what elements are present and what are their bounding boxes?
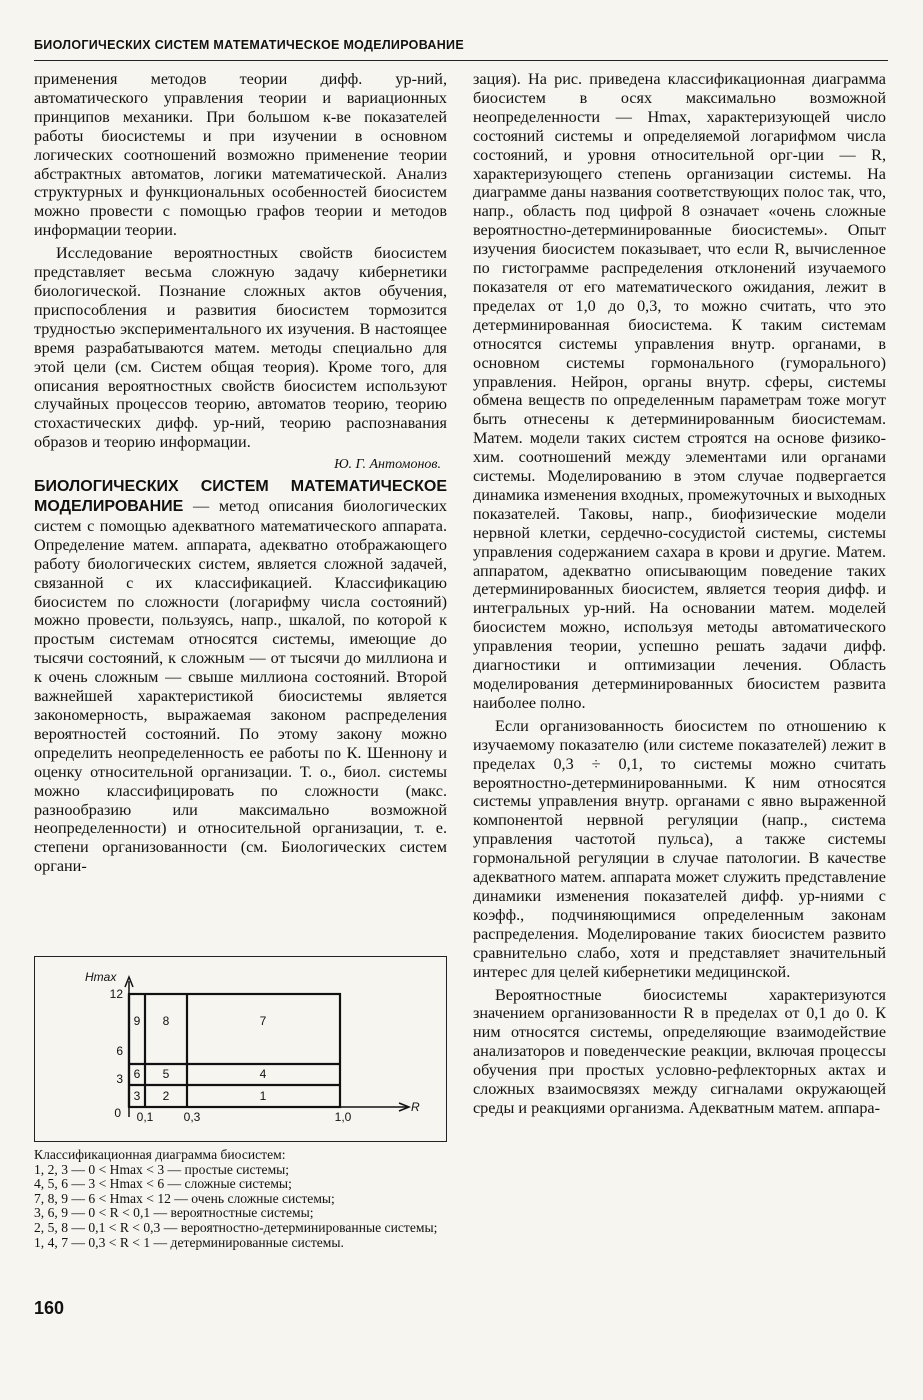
caption-line: 3, 6, 9 — 0 < R < 0,1 — вероятностные системы; [34, 1205, 314, 1221]
author-signature: Ю. Г. Антомонов. [334, 457, 441, 473]
x-tick-label: 0,1 [136, 1110, 154, 1124]
y-tick-label: 3 [116, 1072, 123, 1086]
caption-line: 1, 4, 7 — 0,3 < R < 1 — детерминированные системы. [34, 1234, 344, 1250]
origin-label: 0 [114, 1106, 121, 1120]
entry-title: БИОЛОГИЧЕСКИХ СИСТЕМ МАТЕМАТИЧЕСКОЕ МОДЕЛИРОВАНИЕ [34, 478, 447, 516]
cell-label: 6 [133, 1067, 141, 1081]
caption-title: Классификационная диаграмма биосистем: [34, 1147, 286, 1162]
cell-label: 9 [133, 1014, 141, 1028]
paragraph: Исследование вероятностных свойств биосистем представляет весьма сложную задачу кибернетики биологической. Познание сложных актов обучения, приспособления и развития биосистем тормозится трудностью экспериментального их изучения. В настоящее время разрабатываются матем. методы специально для этой цели (см. Систем общая теория). Кроме того, для описания вероятностных свойств биосистем используют случайных процессов теорию, автоматов теорию, теорию стохастических дифф. ур-ний, теорию распознавания образов и теорию информации. [34, 244, 447, 452]
cell-label: 2 [162, 1089, 170, 1103]
page-number: 160 [34, 1298, 65, 1318]
figure-caption [34, 1148, 447, 1250]
entry-text: — метод описания биологических систем с помощью адекватного математического аппарата. Определение матем. аппарата, адекватно отображающего работу биологических систем, является сложной задачей, связанной с их классификацией. Классификацию биосистем по сложности (логарифму числа состояний) можно провести, пользуясь, напр., шкалой, по которой к простым системам относятся системы, имеющие до тысячи состояний, к сложным — от тысячи до миллиона и к очень сложным — свыше миллиона состояний. Второй важнейшей характеристикой биосистемы является закономерность, выражаемая законом распределения вероятностей состояний. По этому закону можно определить неопределенность ее работы по К. Шеннону и оценку относительной организации. Т. о., биол. системы можно классифицировать по сложности (макс. разнообразию или максимально возможной неопределенности) и относительной организации, т. е. степени организованности (см. Биологических систем органи- [34, 497, 447, 876]
cell-label: 7 [259, 1014, 267, 1028]
cell-label: 4 [259, 1067, 267, 1081]
cell-label: 8 [162, 1014, 170, 1028]
running-head: БИОЛОГИЧЕСКИХ СИСТЕМ МАТЕМАТИЧЕСКОЕ МОДЕЛИРОВАНИЕ [34, 38, 464, 52]
x-axis-label: R [411, 1100, 420, 1114]
grid-frame [129, 994, 340, 1107]
left-column [34, 70, 447, 876]
cell-label: 3 [133, 1089, 141, 1103]
caption-line: 4, 5, 6 — 3 < Hmax < 6 — сложные системы; [34, 1176, 292, 1192]
x-tick-label: 1,0 [334, 1110, 352, 1124]
caption-line: 7, 8, 9 — 6 < Hmax < 12 — очень сложные системы; [34, 1190, 335, 1206]
paragraph: Если организованность биосистем по отношению к изучаемому показателю (или системе показателей) лежит в пределах 0,3 ÷ 0,1, то системы можно считать вероятностно-детерминированными. К ним относятся системы управления внутр. органами с явно выраженной компонентой нервной регуляции (напр., система управления частотой пульса), а также системы гормональной регуляции в случае патологии. В качестве адекватного матем. аппарата может служить представление динамики изменения показателей дифф. ур-ниями с коэфф., подчиняющимися определенным законам распределения. Моделирование таких биосистем развито сравнительно слабо, хотя и представляет значительный интерес для целей кибернетики медицинской. [473, 716, 886, 981]
cell-label: 1 [259, 1089, 267, 1103]
classification-diagram [34, 956, 447, 1142]
x-tick-label: 0,3 [183, 1110, 201, 1124]
paragraph: Вероятностные биосистемы характеризуются значением организованности R в пределах от 0,1 до 0. К ним относятся системы, определяющие взаимодействие анализаторов и поведенческие реакции, включая процессы обучения при простых условно-рефлекторных актах и сложных взаимосвязях между сигналами окружающей среды и реакциями организма. Адекватным матем. аппара- [473, 985, 886, 1117]
diagram-svg [35, 957, 448, 1143]
cell-label: 5 [162, 1067, 170, 1081]
header-rule [34, 60, 888, 61]
paragraph: зация). На рис. приведена классификационная диаграмма биосистем в осях максимально возможной неопределенности — Hmax, характеризующей число состояний системы и определяемой логарифмом числа состояний, и уровня относительной орг-ции — R, характеризующего степень организации системы. На диаграмме даны названия соответствующих полос так, что, напр., область под цифрой 8 означает «очень сложные вероятностно-детерминированные биосистемы». Опыт изучения биосистем показывает, что если R, вычисленное по гистограмме распределения отклонений изучаемого показателя от его математического ожидания, лежит в пределах от 1,0 до 0,3, то можно считать, что это детерминированная биосистема. К таким системам относятся системы управления внутр. органами, в основном системы гормонального (гуморального) управления. Нейрон, органы внутр. сферы, системы обмена веществ по определенным параметрам тоже могут быть отнесены к детерминированным биосистемам. Матем. модели таких систем строятся на основе физико-хим. соотношений между элементами или органами системы. Моделированию в этом случае подвергается динамика изменения входных, промежуточных и выходных показателей. Таковы, напр., биофизические модели нервной клетки, сердечно-сосудистой системы, системы управления содержанием сахара в крови и другие. Матем. аппаратом, адекватно описывающим поведение таких детерминированных биосистем, является теория дифф. и интегральных ур-ний. На основании матем. моделей биосистем можно, используя методы автоматического управления теории, успешно решать задачи дифф. диагностики и оптимизации лечения. Область моделирования детерминированных биосистем развита наиболее полно. [473, 70, 886, 712]
y-axis-label: Hmax [85, 970, 117, 984]
caption-line: 1, 2, 3 — 0 < Hmax < 3 — простые системы; [34, 1161, 290, 1177]
entry-paragraph [34, 477, 447, 876]
right-column [473, 70, 886, 1118]
caption-line: 2, 5, 8 — 0,1 < R < 0,3 — вероятностно-детерминированные системы; [34, 1219, 438, 1235]
y-tick-label: 6 [116, 1044, 123, 1058]
paragraph: применения методов теории дифф. ур-ний, автоматического управления теории и вариационных принципов механики. При большом к-ве показателей работы биосистемы и при изучении в основном логических соотношений возможно применение теории абстрактных автоматов, логики математической. Анализ структурных и функциональных особенностей биосистем можно провести с помощью графов теории и методов информации теории. [34, 70, 447, 240]
y-tick-label: 12 [109, 987, 123, 1001]
